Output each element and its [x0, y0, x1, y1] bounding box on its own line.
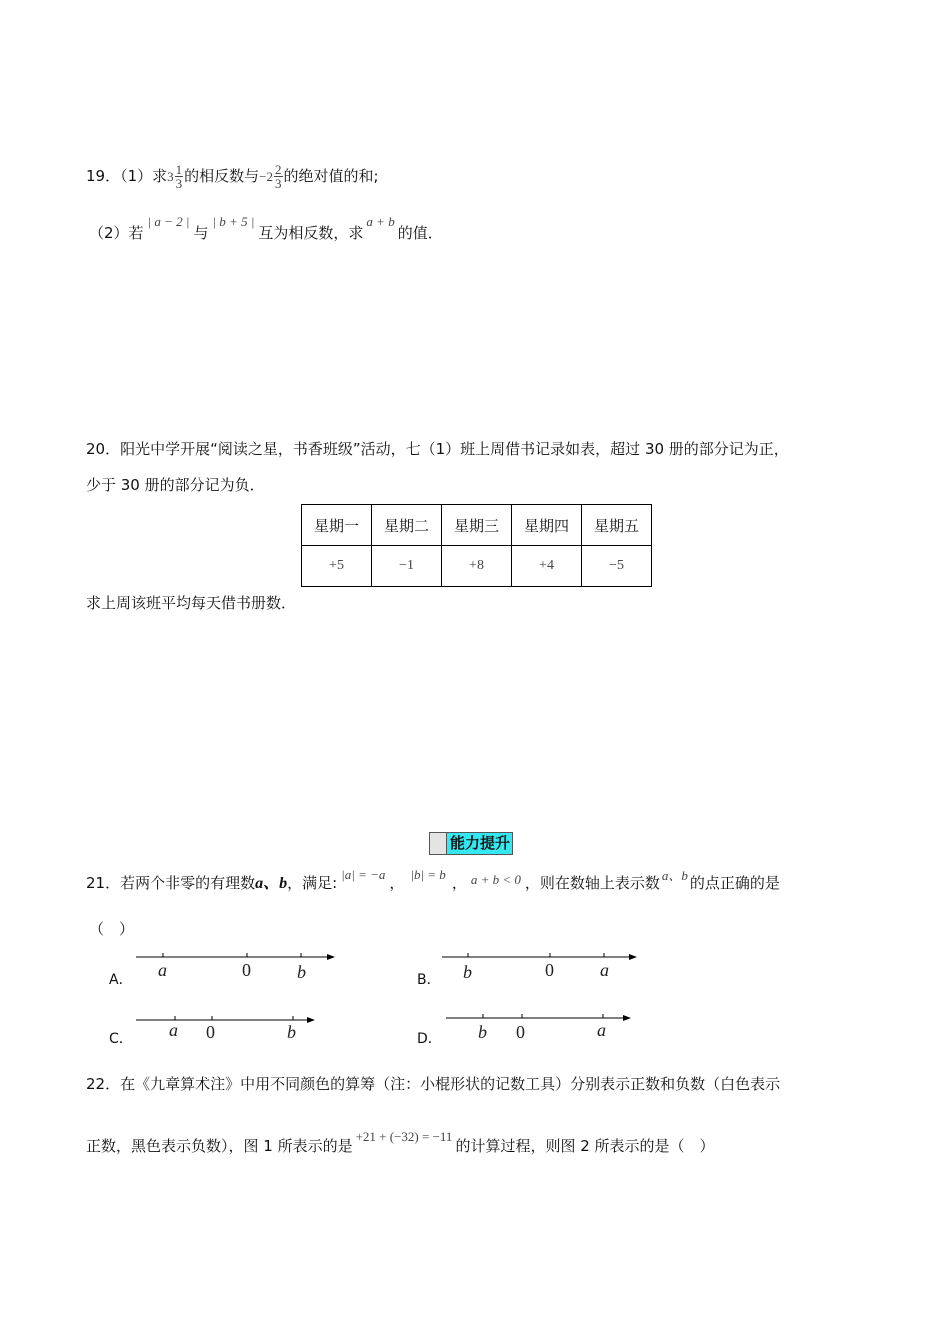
q21-text-3: ，则在数轴上表示数	[524, 874, 660, 892]
option-d-number-line	[445, 1010, 635, 1030]
q20-line2: 少于 30 册的部分记为负．	[86, 476, 265, 494]
option-c-label-0: 0	[206, 1022, 215, 1042]
value-mon: +5	[302, 546, 372, 587]
option-c-letter: C．	[109, 1031, 133, 1047]
abs-expression-1: | a − 2 |	[147, 214, 190, 229]
fraction-2-denominator: 3	[275, 176, 282, 191]
q20-question: 求上周该班平均每天借书册数．	[86, 594, 297, 612]
header-tue: 星期二	[372, 505, 442, 546]
fraction-1-denominator: 3	[175, 176, 183, 191]
abs-expression-2: | b + 5 |	[212, 214, 255, 229]
option-b-label-a: a	[600, 960, 609, 980]
option-a-label-0: 0	[242, 960, 251, 980]
condition-2: |b| = b	[410, 867, 446, 882]
borrow-record-table	[301, 504, 652, 587]
condition-1: |a| = −a	[341, 867, 386, 882]
option-b-letter: B．	[417, 972, 441, 988]
q21-sep-2: ，	[451, 874, 467, 892]
fraction-2-numerator: 2	[275, 162, 282, 177]
header-mon: 星期一	[302, 505, 372, 546]
q21-line1	[86, 867, 780, 893]
fraction-1	[175, 163, 184, 190]
q21-text-1: 21．若两个非零的有理数	[86, 874, 256, 892]
sum-expression: a + b	[366, 214, 395, 229]
header-wed: 星期三	[442, 505, 512, 546]
mixed-number-2-whole: −2	[259, 169, 273, 184]
q19-part2-text: （2）若	[89, 224, 144, 242]
option-d-label-0: 0	[516, 1022, 525, 1042]
value-wed: +8	[442, 546, 512, 587]
q21-text-2: ，满足:	[287, 874, 338, 892]
option-d-label-a: a	[597, 1020, 606, 1040]
option-d-letter: D．	[417, 1031, 442, 1047]
section-badge	[429, 832, 513, 855]
q22-line2	[86, 1129, 715, 1156]
fraction-1-numerator: 1	[175, 162, 183, 177]
option-a-letter: A．	[109, 972, 133, 988]
option-c-label-b: b	[287, 1022, 296, 1042]
q19-line2	[89, 214, 443, 243]
q22-expression: +21 + (−32) = −11	[355, 1129, 453, 1144]
option-a-label-b: b	[297, 962, 306, 982]
condition-3: a + b < 0	[470, 872, 521, 887]
q21-text-4: 的点正确的是	[689, 874, 780, 892]
q21-ab: a、b	[255, 875, 288, 892]
q19-number: 19．	[86, 167, 121, 185]
table-value-row	[302, 546, 652, 587]
value-tue: −1	[372, 546, 442, 587]
badge-square	[430, 833, 447, 854]
q19-line1	[86, 163, 379, 190]
header-thu: 星期四	[512, 505, 582, 546]
q22-line1: 22．在《九章算术注》中用不同颜色的算筹（注：小棍形状的记数工具）分别表示正数和负数（白色表示	[86, 1075, 781, 1093]
q20-line1: 20．阳光中学开展“阅读之星，书香班级”活动，七（1）班上周借书记录如表，超过 30 册的部分记为正，	[86, 440, 789, 458]
option-b-label-0: 0	[545, 960, 554, 980]
option-b-label-b: b	[463, 962, 472, 982]
q21-sep-1: ，	[389, 874, 405, 892]
table-header-row	[302, 505, 652, 546]
q19-part1-text: （1）求	[120, 167, 168, 185]
fraction-2	[274, 163, 283, 190]
q21-answer-paren: （ ）	[89, 920, 135, 938]
option-a-label-a: a	[158, 960, 167, 980]
q19-part1-text-b: 的相反数与	[184, 167, 260, 185]
option-d-label-b: b	[478, 1022, 487, 1042]
section-title: 能力提升	[447, 833, 512, 854]
q22-text-a: 正数，黑色表示负数），图 1 所表示的是	[86, 1137, 353, 1155]
mixed-number-1-whole: 3	[167, 169, 174, 184]
q19-part2-text-c: 互为相反数，求	[258, 224, 364, 242]
q21-ab-2: a、b	[661, 868, 688, 883]
option-c-label-a: a	[169, 1020, 178, 1040]
value-thu: +4	[512, 546, 582, 587]
q19-part1-text-c: 的绝对值的和;	[283, 167, 379, 185]
value-fri: −5	[582, 546, 652, 587]
header-fri: 星期五	[582, 505, 652, 546]
q19-part2-text-b: 与	[193, 224, 209, 242]
q19-part2-text-d: 的值．	[397, 224, 443, 242]
q22-text-b: 的计算过程，则图 2 所表示的是（ ）	[455, 1137, 715, 1155]
